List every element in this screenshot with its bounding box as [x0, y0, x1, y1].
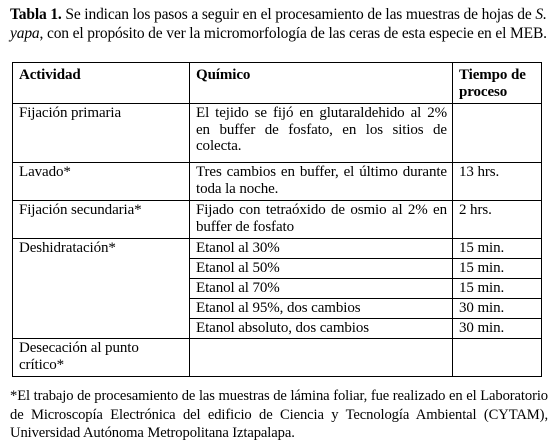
cell-tiempo: 15 min.: [453, 259, 542, 279]
cell-quimico: El tejido se fijó en glutaraldehido al 2% en buffer de fosfato, en los sitios de colecta.: [190, 104, 453, 163]
cell-quimico: Fijado con tetraóxido de osmio al 2% en buffer de fosfato: [190, 201, 453, 239]
cell-tiempo: 13 hrs.: [453, 163, 542, 201]
cell-tiempo: [453, 104, 542, 163]
cell-tiempo: 30 min.: [453, 299, 542, 319]
table-row: [13, 239, 542, 259]
header-tiempo: Tiempo de proceso: [453, 63, 542, 104]
cell-tiempo: 2 hrs.: [453, 201, 542, 239]
cell-quimico: Etanol al 50%: [190, 259, 453, 279]
cell-quimico: Tres cambios en buffer, el último durante toda la noche.: [190, 163, 453, 201]
table-header-row: [13, 63, 542, 104]
cell-tiempo: 30 min.: [453, 319, 542, 339]
header-actividad: Actividad: [13, 63, 190, 104]
procedure-table: [12, 62, 542, 377]
caption-text-before: Se indican los pasos a seguir en el procesamiento de las muestras de hojas de: [61, 6, 536, 23]
table-caption: [10, 6, 550, 43]
cell-actividad: Desecación al punto crítico*: [13, 339, 190, 377]
table-row: [13, 339, 542, 377]
cell-actividad: Fijación primaria: [13, 104, 190, 163]
caption-label: Tabla 1.: [10, 6, 62, 23]
cell-quimico: [190, 339, 453, 377]
cell-quimico: Etanol absoluto, dos cambios: [190, 319, 453, 339]
table-row: [13, 104, 542, 163]
cell-tiempo: 15 min.: [453, 239, 542, 259]
caption-species: S. yapa: [10, 6, 547, 42]
caption-text-after: , con el propósito de ver la micromorfología de las ceras de esta especie en el MEB.: [39, 24, 547, 42]
cell-tiempo: [453, 339, 542, 377]
cell-actividad: Fijación secundaria*: [13, 201, 190, 239]
cell-quimico: Etanol al 30%: [190, 239, 453, 259]
header-quimico: Químico: [190, 63, 453, 104]
cell-tiempo: 15 min.: [453, 279, 542, 299]
cell-quimico: Etanol al 95%, dos cambios: [190, 299, 453, 319]
cell-actividad: Deshidratación*: [13, 239, 190, 339]
table-row: [13, 201, 542, 239]
cell-actividad: Lavado*: [13, 163, 190, 201]
table-row: [13, 163, 542, 201]
cell-quimico: Etanol al 70%: [190, 279, 453, 299]
table-footnote: *El trabajo de procesamiento de las muestras de lámina foliar, fue realizado en el Laboratorio de Microscopía Electrónica del edificio de Ciencia y Tecnología Ambiental (CYTAM), Universidad Autónoma Metropolitana Iztapalapa.: [10, 388, 548, 441]
